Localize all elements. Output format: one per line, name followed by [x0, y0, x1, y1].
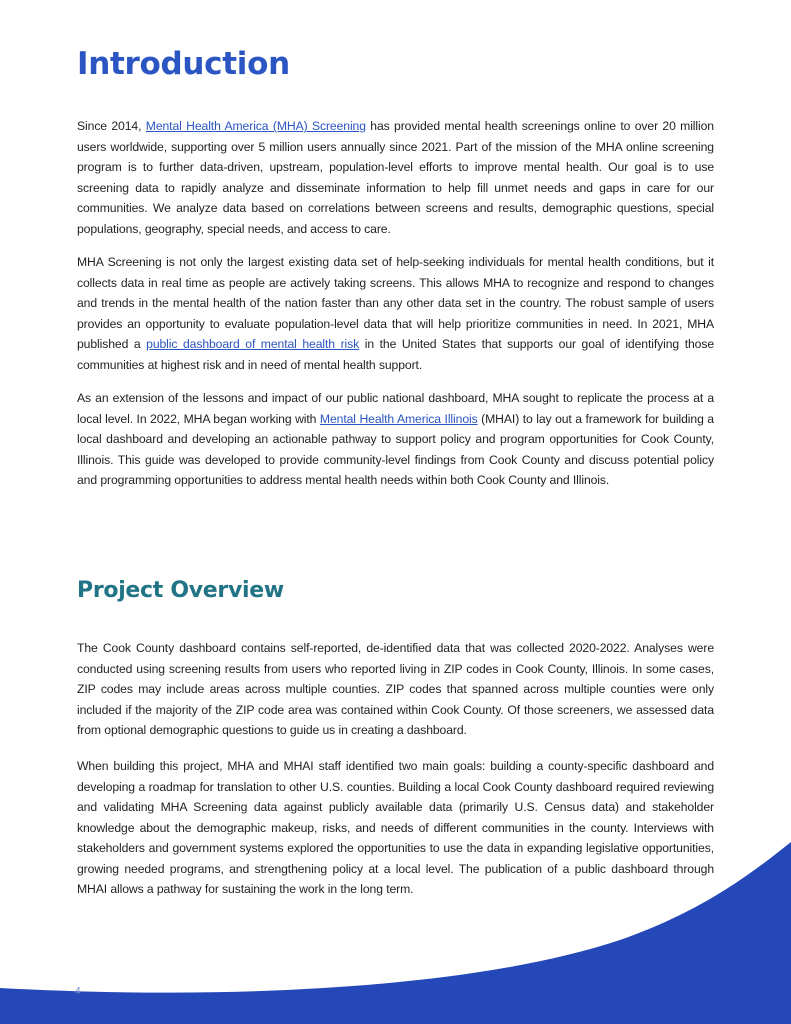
- intro-p2-text-before: MHA Screening is not only the largest existing data set of help-seeking individuals for mental health conditions, but it collects data in real time as people are actively taking screens. This allows MHA to recognize and respond to changes and trends in the mental health of the nation faster than any other data set in the country. The robust sample of users provides an opportunity to evaluate population-level data that will help prioritize communities in need. In 2021, MHA published a: [77, 255, 714, 351]
- page-title: Introduction: [77, 46, 290, 82]
- intro-p3-text-after: (MHAI) to lay out a framework for building a local dashboard and developing an actionable pathway to support policy and program opportunities for Cook County, Illinois. This guide was developed to provide community-level findings from Cook County and discuss potential policy and programming opportunities to address mental health needs within both Cook County and Illinois.: [77, 411, 714, 487]
- public-dashboard-link[interactable]: public dashboard of mental health risk: [146, 337, 360, 351]
- intro-p3-text-before: As an extension of the lessons and impact of our public national dashboard, MHA sought to replicate the process at a local level. In 2022, MHA began working with: [77, 391, 714, 426]
- wave-shape: [0, 842, 791, 1024]
- intro-p1-text-before: Since 2014,: [77, 119, 146, 133]
- page-number: 4: [75, 986, 81, 997]
- intro-p1-text-after: has provided mental health screenings online to over 20 million users worldwide, supporting over 5 million users annually since 2021. Part of the mission of the MHA online screening program is to further data-driven, upstream, population-level efforts to improve mental health. Our goal is to use screening data to rapidly analyze and disseminate information to help fill unmet needs and gaps in care for our communities. We analyze data based on correlations between screens and results, demographic questions, special populations, geography, special needs, and access to care.: [77, 119, 714, 236]
- mha-screening-link[interactable]: Mental Health America (MHA) Screening: [145, 119, 366, 133]
- section-heading-project-overview: Project Overview: [77, 578, 284, 603]
- mha-illinois-link[interactable]: Mental Health America Illinois: [319, 411, 478, 426]
- overview-paragraph-2: When building this project, MHA and MHAI staff identified two main goals: building a county-specific dashboard and developing a roadmap for translation to other U.S. counties. Building a local Cook County dashboard required reviewing and validating MHA Screening data against publicly available data (primarily U.S. Census data) and stakeholder knowledge about the demographic makeup, risks, and needs of different communities in the county. Interviews with stakeholders and government systems explored the opportunities to use the data in expanding legislative opportunities, growing needed programs, and strengthening policy at a local level. The publication of a public dashboard through MHAI allows a pathway for sustaining the work in the long term.: [77, 759, 714, 896]
- intro-p2-text-after: in the United States that supports our goal of identifying those communities at highest risk and in need of mental health support.: [77, 337, 715, 372]
- overview-paragraph-1: The Cook County dashboard contains self-reported, de-identified data that was collected 2020-2022. Analyses were conducted using screening results from users who reported living in ZIP codes in Cook County, Illinois. In some cases, ZIP codes may include areas across multiple counties. ZIP codes that spanned across multiple counties were only included if the majority of the ZIP code area was contained within Cook County. Of those screeners, we assessed data from optional demographic questions to guide us in creating a dashboard.: [77, 641, 714, 737]
